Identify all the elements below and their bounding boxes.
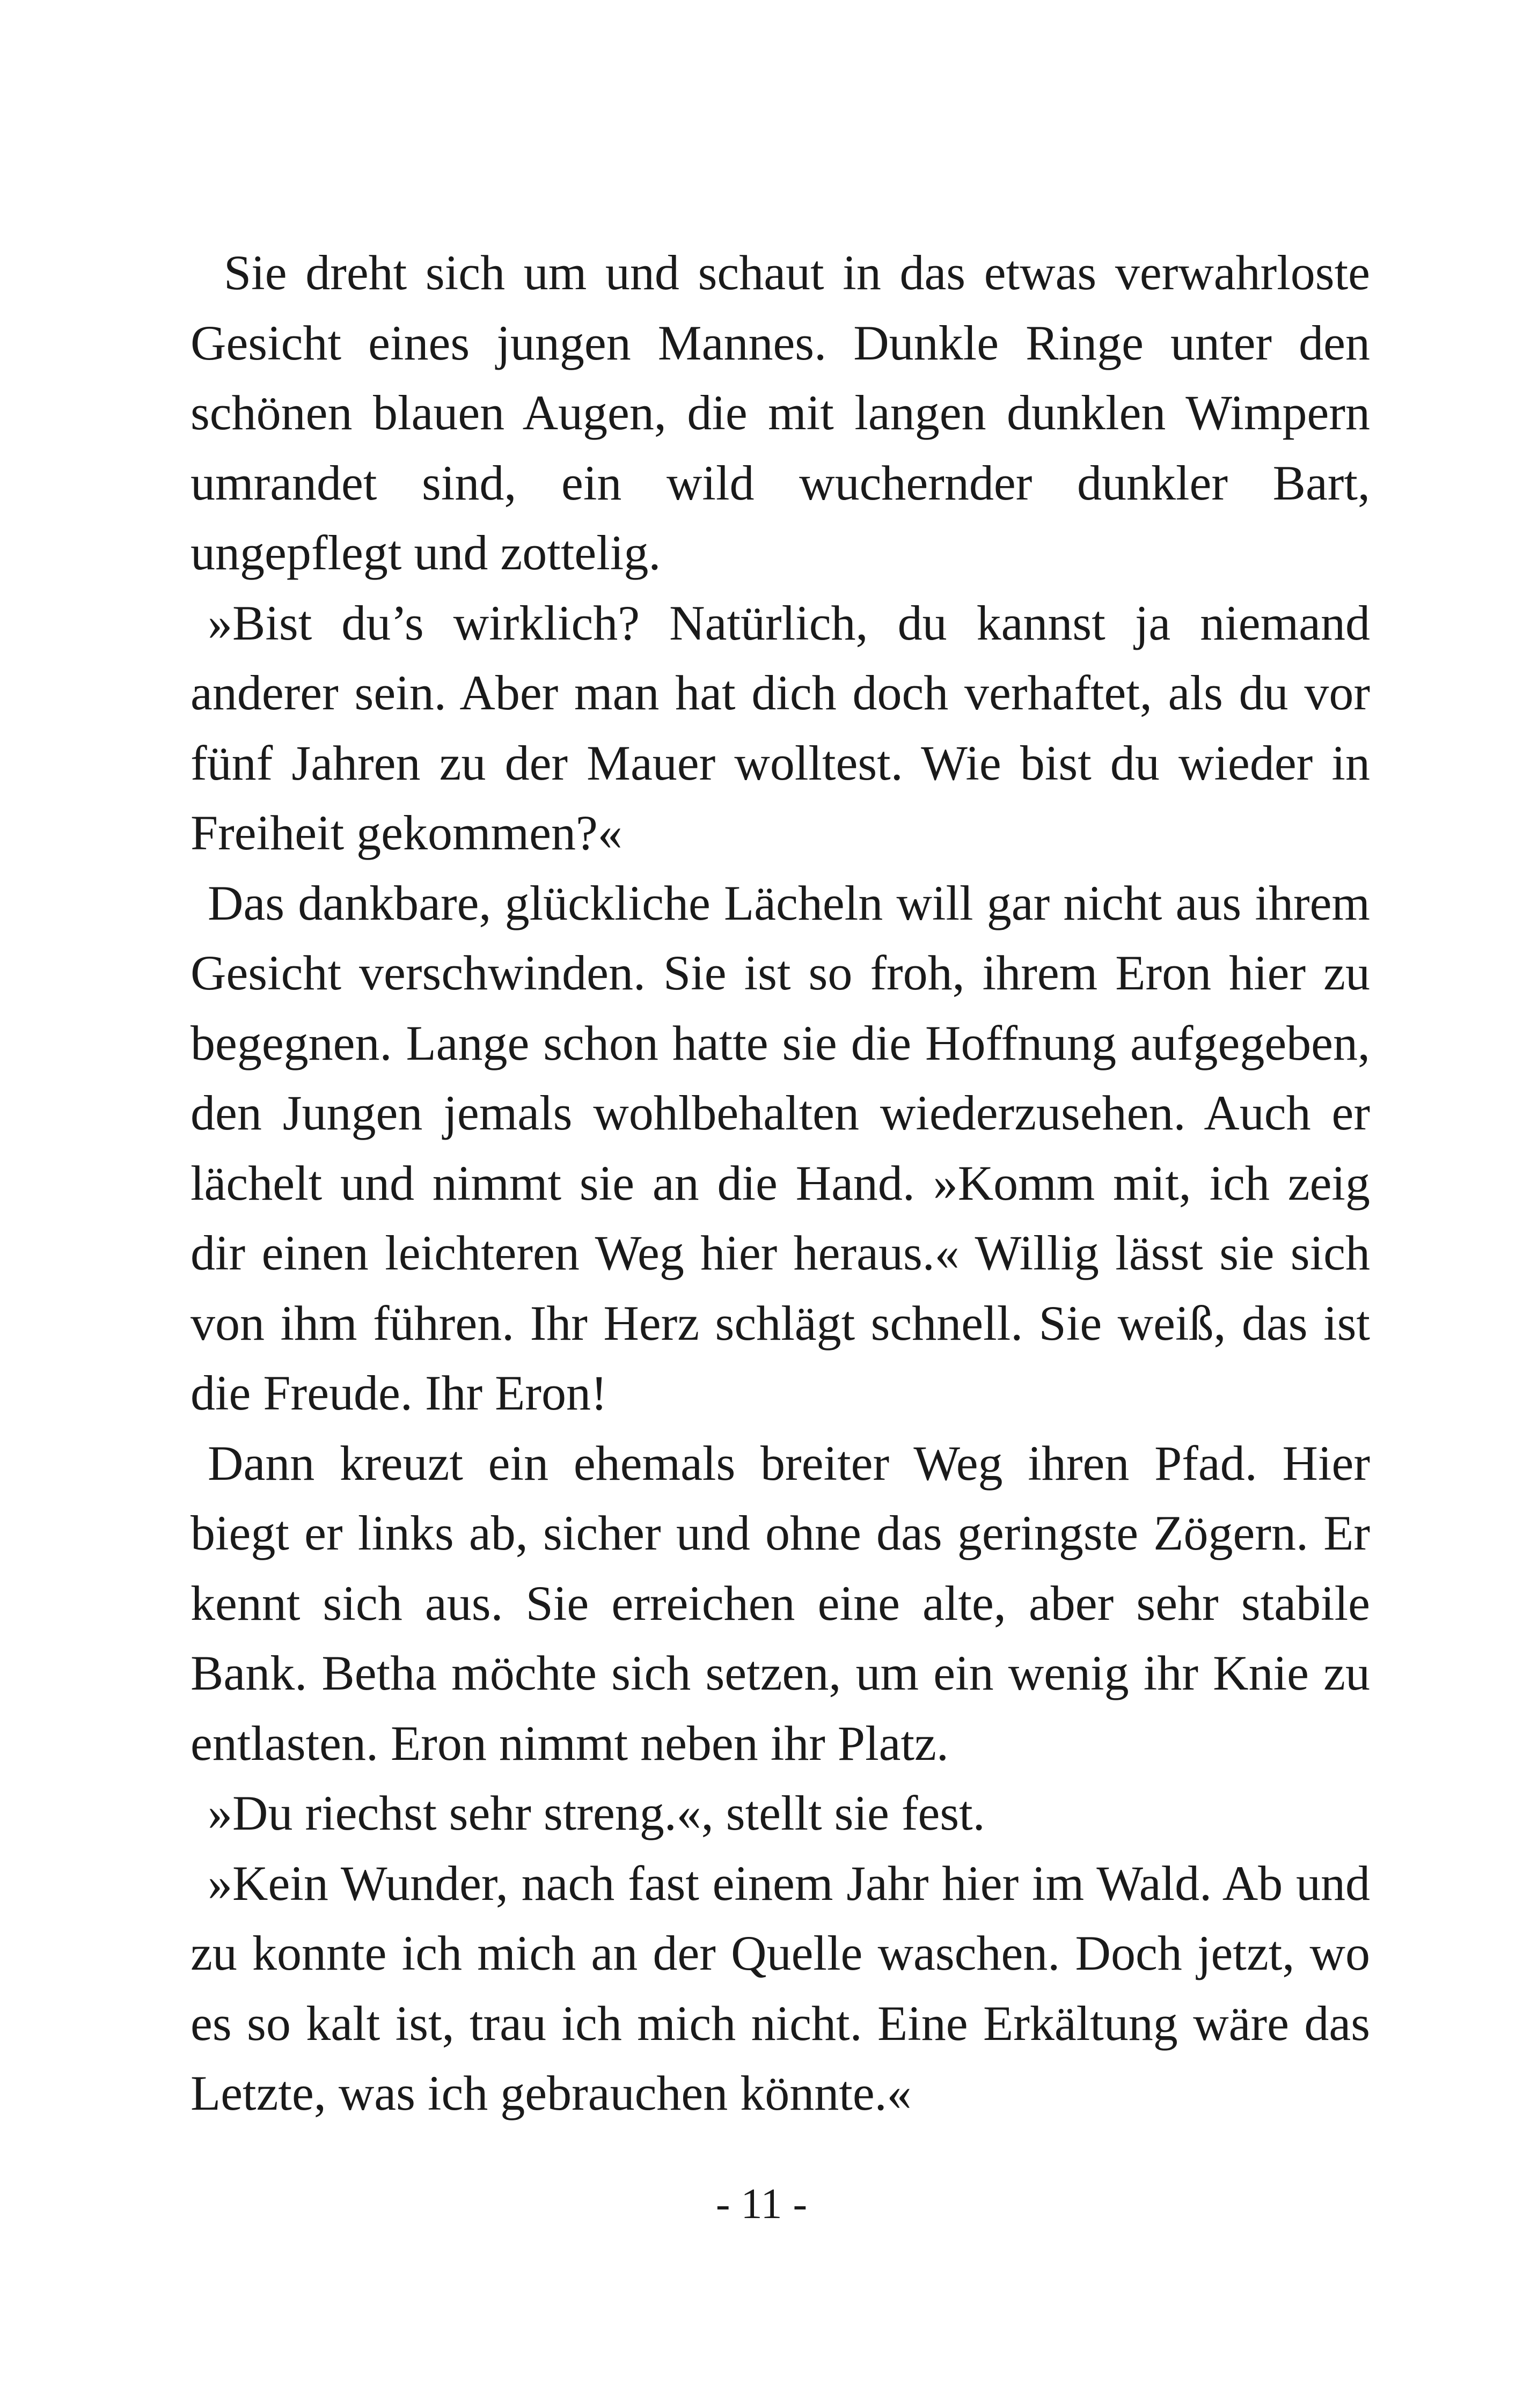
paragraph: »Kein Wunder, nach fast einem Jahr hier im Wald. Ab und zu konnte ich mich an der Quelle waschen. Doch jetzt, wo es so kalt ist, trau ich mich nicht. Eine Erkältung wäre das Letzte, was ich gebrauchen könnte.«	[191, 1855, 1370, 2120]
page-number: - 11 -	[715, 2181, 808, 2228]
paragraph: Das dankbare, glückliche Lächeln will gar nicht aus ihrem Gesicht verschwinden. Sie ist so froh, ihrem Eron hier zu begegnen. Lange schon hatte sie die Hoffnung aufgegeben, den Jungen jemals wohlbehalten wiederzusehen. Auch er lächelt und nimmt sie an die Hand. »Komm mit, ich zeig dir einen leichteren Weg hier heraus.« Willig lässt sie sich von ihm führen. Ihr Herz schlägt schnell. Sie weiß, das ist die Freude. Ihr Eron!	[191, 875, 1370, 1420]
body-text	[191, 238, 1370, 2128]
paragraph: Dann kreuzt ein ehemals breiter Weg ihren Pfad. Hier biegt er links ab, sicher und ohne das geringste Zögern. Er kennt sich aus. Sie erreichen eine alte, aber sehr stabile Bank. Betha möchte sich setzen, um ein wenig ihr Knie zu entlasten. Eron nimmt neben ihr Platz.	[191, 1435, 1370, 1771]
paragraph: Sie dreht sich um und schaut in das etwas verwahrloste Gesicht eines jungen Mannes. Dunkle Ringe unter den schönen blauen Augen, die mit langen dunklen Wimpern umrandet sind, ein wild wuchernder dunkler Bart, ungepflegt und zottelig.	[191, 245, 1370, 580]
paragraph: »Bist du’s wirklich? Natürlich, du kannst ja niemand anderer sein. Aber man hat dich doch verhaftet, als du vor fünf Jahren zu der Mauer wolltest. Wie bist du wieder in Freiheit gekommen?«	[191, 595, 1370, 860]
paragraph: »Du riechst sehr streng.«, stellt sie fest.	[208, 1786, 985, 1840]
